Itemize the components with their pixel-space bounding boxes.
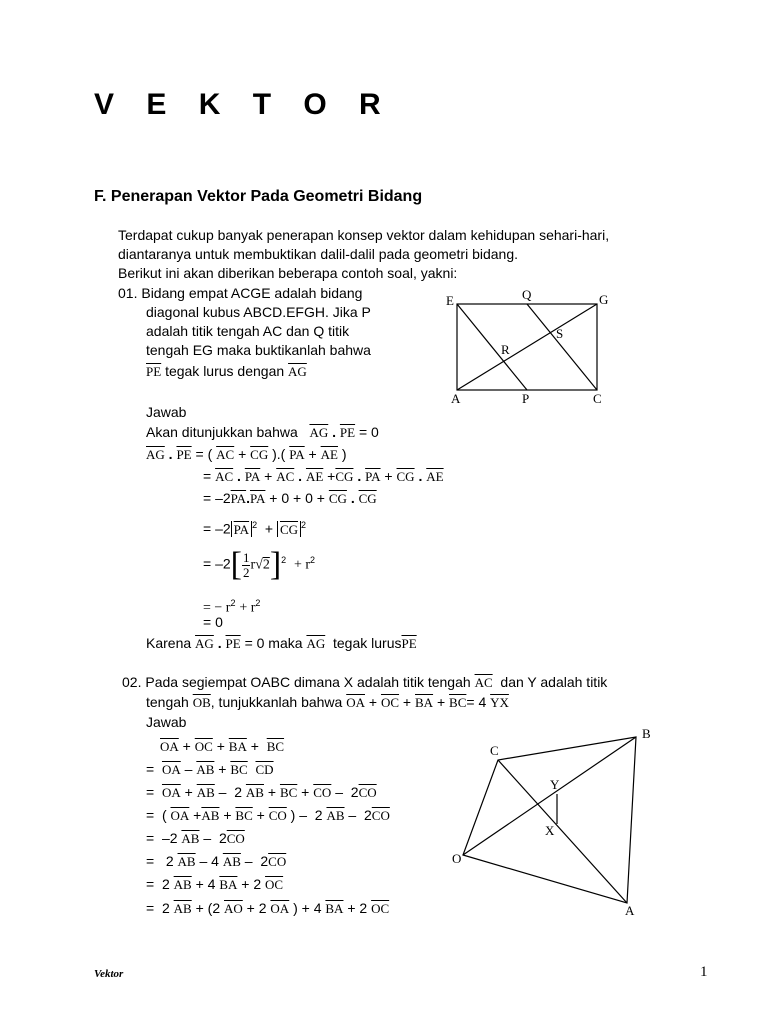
vector: $\overline{AC}$ (215, 469, 234, 484)
vector: $\overline{BC}$ (235, 808, 253, 823)
vector: $\overline{CG}$ (358, 491, 377, 506)
exponent: 2 (230, 598, 236, 608)
label-E: E (446, 293, 454, 308)
vector: $\overline{BA}$ (228, 739, 247, 754)
label-X: X (545, 823, 555, 838)
p1-line-2: diagonal kubus ABCD.EFGH. Jika P (146, 304, 371, 320)
page-number: 1 (700, 964, 708, 980)
intro-line-1: Terdapat cukup banyak penerapan konsep vektor dalam kehidupan sehari-hari, (118, 227, 610, 243)
p2-text: 02. Pada segiempat OABC dimana X adalah titik tengah (122, 674, 471, 690)
denominator: 2 (242, 564, 250, 580)
intro-line-3: Berikut ini akan diberikan beberapa contoh soal, yakni: (118, 265, 458, 281)
quad-OABC (463, 737, 636, 903)
vector: $\overline{BC}$ (279, 785, 298, 800)
vector: $\overline{AE}$ (426, 469, 444, 484)
vector: $\overline{AC}$ (216, 447, 235, 462)
vector: $\overline{AB}$ (173, 901, 192, 916)
vector: $\overline{PA}$ (233, 521, 250, 537)
vector: $\overline{AB}$ (196, 785, 215, 800)
vector: $\overline{YX}$ (490, 695, 509, 710)
vector: $\overline{CO}$ (313, 785, 332, 800)
conclusion-mid: = 0 maka (244, 635, 303, 651)
vector: $\overline{CG}$ (396, 469, 415, 484)
vector: $\overline{OC}$ (371, 901, 390, 916)
vector: $\overline{CG}$ (250, 447, 269, 462)
p2-row-4: = –2 $\overline{AB} - 2\overline{CO}$ (146, 830, 245, 846)
vector: $\overline{BC}$ (449, 695, 467, 710)
vector: $\overline{AC}$ (474, 675, 493, 690)
p2-text: , tunjukkanlah bahwa (210, 694, 343, 710)
p2-row-0: $\overline{OA} + \overline{OC} + \overline{BA} + \overline{BC}$ (160, 738, 285, 754)
p1-line-1: 01. Bidang empat ACGE adalah bidang (118, 285, 363, 301)
vector: $\overline{AB}$ (173, 877, 192, 892)
vector: $\overline{PE}$ (339, 425, 356, 440)
intro-line-2: diantaranya untuk membuktikan dalil-dalil pada geometri bidang. (118, 246, 519, 262)
vector: $\overline{CG}$ (335, 469, 354, 484)
vector: $\overline{AG}$ (309, 425, 329, 440)
vector: $\overline{BA}$ (219, 877, 238, 892)
coef: = –2 (203, 490, 231, 506)
p2-row-6: = 2 $\overline{AB} + 4$ $\overline{BA} + 2$ $\overline{OC}$ (146, 876, 284, 892)
vector: $\overline{CD}$ (255, 762, 274, 777)
vector: $\overline{OA}$ (161, 762, 181, 777)
vector: $\overline{CO}$ (371, 808, 390, 823)
vector: $\overline{AG}$ (146, 447, 165, 462)
p2-jawab: Jawab (146, 714, 187, 730)
p2-row-3: = ( $\overline{OA} +\overline{AB} + \overline{BC} + \overline{CO}$ ) – 2 $\overline{AB} - 2\overline{CO}$ (146, 807, 390, 823)
p1-jawab: Jawab (146, 404, 187, 420)
conclusion-prefix: Karena (146, 635, 192, 651)
vector: $\overline{AC}$ (276, 469, 295, 484)
p2-row-5: = 2 $\overline{AB} - 4$ $\overline{AB} - 2\overline{CO}$ (146, 853, 287, 869)
var-r: r (250, 557, 256, 573)
vector: $\overline{AG}$ (195, 636, 214, 651)
plus-r: + r (293, 557, 311, 573)
vector: $\overline{PE}$ (176, 447, 192, 462)
p1-show-text: Akan ditunjukkan bahwa (146, 424, 298, 440)
vector: $\overline{AE}$ (320, 447, 338, 462)
vector: $\overline{OA}$ (170, 808, 190, 823)
vector: $\overline{AB}$ (177, 854, 196, 869)
vector: $\overline{CG}$ (328, 491, 347, 506)
label-R: R (501, 342, 510, 357)
p2-row-1: = $\overline{OA} - \overline{AB} + \overline{BC}$ $\overline{CD}$ (146, 761, 274, 777)
p1-step-4: = –2 $\overline{PA}$ $^2 + \overline{CG}$ $^2$ (203, 520, 307, 537)
vector-PE: $\overline{PE}$ (146, 364, 162, 379)
p2-text: dan Y adalah titik (500, 674, 608, 690)
plus-r: + r (239, 600, 256, 616)
label-G: G (599, 292, 609, 307)
vector: $\overline{OC}$ (265, 877, 284, 892)
label-O: O (452, 851, 462, 866)
section-heading: F. Penerapan Vektor Pada Geometri Bidang (94, 188, 423, 205)
vector: $\overline{PE}$ (401, 636, 417, 651)
p2-row-7: = 2 $\overline{AB} + (2$ $\overline{AO} + 2$ $\overline{OA}$ ) + 4 $\overline{BA} + 2$ $\overline{OC}$ (146, 900, 390, 916)
diagonal-AC (498, 760, 627, 903)
exponent: 2 (301, 520, 307, 530)
exponent: 2 (255, 598, 261, 608)
vector: $\overline{OB}$ (192, 695, 211, 710)
label-Y: Y (550, 777, 560, 792)
vector: $\overline{BC}$ (266, 739, 285, 754)
vector: $\overline{PE}$ (225, 636, 241, 651)
vector: $\overline{OA}$ (160, 739, 179, 754)
p1-show-line: Akan ditunjukkan bahwa $\overline{AG}$ . $\overline{PE} = 0$ (146, 424, 379, 440)
label-P: P (522, 391, 530, 406)
vector: $\overline{AB}$ (222, 854, 241, 869)
vector: $\overline{OC}$ (194, 739, 213, 754)
label-C: C (593, 391, 602, 406)
p2-line-2: tengah $\overline{OB}$, tunjukkanlah bahwa $\overline{OA} + \overline{OC} + \overline{BA} + \overline{BC}= 4$ $\overline{YX}$ (146, 694, 509, 710)
label-Q: Q (522, 287, 532, 302)
vector: $\overline{PA}$ (249, 491, 266, 506)
vector: $\overline{PA}$ (230, 491, 247, 506)
vector: $\overline{PA}$ (365, 469, 381, 484)
p1-line-4: tengah EG maka buktikanlah bahwa (146, 342, 371, 358)
exponent: 2 (310, 555, 316, 566)
conclusion-suffix: tegak lurus (333, 635, 402, 651)
vector: $\overline{AE}$ (305, 469, 324, 484)
vector: $\overline{PA}$ (244, 469, 261, 484)
vector: $\overline{CG}$ (279, 521, 299, 537)
vector: $\overline{AB}$ (181, 831, 200, 846)
label-C: C (490, 743, 499, 758)
p2-row-2: = $\overline{OA} + \overline{AB} - 2$ $\overline{AB} + \overline{BC} + \overline{CO} - 2\overline{CO}$ (146, 784, 377, 800)
vector: $\overline{AB}$ (245, 785, 264, 800)
p1-tegak-text: tegak lurus dengan (165, 363, 285, 379)
vector: $\overline{AG}$ (306, 636, 326, 651)
exponent: 2 (281, 555, 287, 566)
zeros: + 0 + 0 + (269, 490, 325, 506)
eq-zero: = 0 (358, 424, 379, 440)
vector: $\overline{CO}$ (358, 785, 377, 800)
label-S: S (556, 326, 564, 341)
p1-line-3: adalah titik tengah AC dan Q titik (146, 323, 350, 339)
coef: = –2 (203, 520, 231, 537)
vector: $\overline{CO}$ (268, 854, 287, 869)
vector: $\overline{BA}$ (415, 695, 434, 710)
vector: $\overline{OA}$ (346, 695, 365, 710)
label-A: A (451, 391, 461, 406)
vector-AG: $\overline{AG}$ (288, 364, 307, 379)
footer-title: Vektor (94, 968, 124, 980)
p1-step-5: = –2[ $\frac{1}{2}$ $r√2]^2 + r^2$ (203, 546, 316, 583)
vector: $\overline{OC}$ (380, 695, 400, 710)
numerator: 1 (242, 549, 250, 565)
p1-step-1: $\overline{AG}$ . $\overline{PE}$ = ( $\overline{AC} + \overline{CG}$ ).( $\overline{PA} + \overline{AE}$ ) (146, 446, 347, 462)
vector: $\overline{CO}$ (268, 808, 287, 823)
vector: $\overline{BA}$ (325, 901, 344, 916)
vector: $\overline{AB}$ (196, 762, 215, 777)
exponent: 2 (252, 520, 258, 530)
neg-r: = − r (203, 600, 231, 616)
vector: $\overline{BC}$ (230, 762, 248, 777)
vector: $\overline{OA}$ (270, 901, 290, 916)
vector: $\overline{AB}$ (201, 808, 220, 823)
vector: $\overline{AB}$ (326, 808, 345, 823)
vector: $\overline{OA}$ (161, 785, 181, 800)
p1-step-3: = $-2\overline{PA}.\overline{PA} + 0 + 0 + \overline{CG}$ . $\overline{CG}$ (203, 490, 377, 506)
p1-step-7: = 0 (203, 614, 223, 630)
label-A: A (625, 903, 635, 918)
document-title: V E K T O R (94, 88, 393, 121)
vector: $\overline{PA}$ (289, 447, 305, 462)
label-B: B (642, 726, 651, 741)
coef: = –2 (203, 555, 231, 572)
sqrt-arg: 2 (262, 557, 270, 573)
p1-step-2: = $\overline{AC}$ . $\overline{PA} + \overline{AC}$ . $\overline{AE} +\overline{CG}$ . $\overline{PA} + \overline{CG}$ . $\overline{AE}$ (203, 468, 444, 484)
coef: = 4 (466, 694, 487, 710)
vector: $\overline{CO}$ (226, 831, 245, 846)
p2-text: tengah (146, 694, 189, 710)
vector: $\overline{AO}$ (224, 901, 243, 916)
p1-conclusion: Karena $\overline{AG}$ . $\overline{PE} = 0$ maka $\overline{AG}$ tegak $lurus\overline{PE}$ (146, 635, 417, 651)
